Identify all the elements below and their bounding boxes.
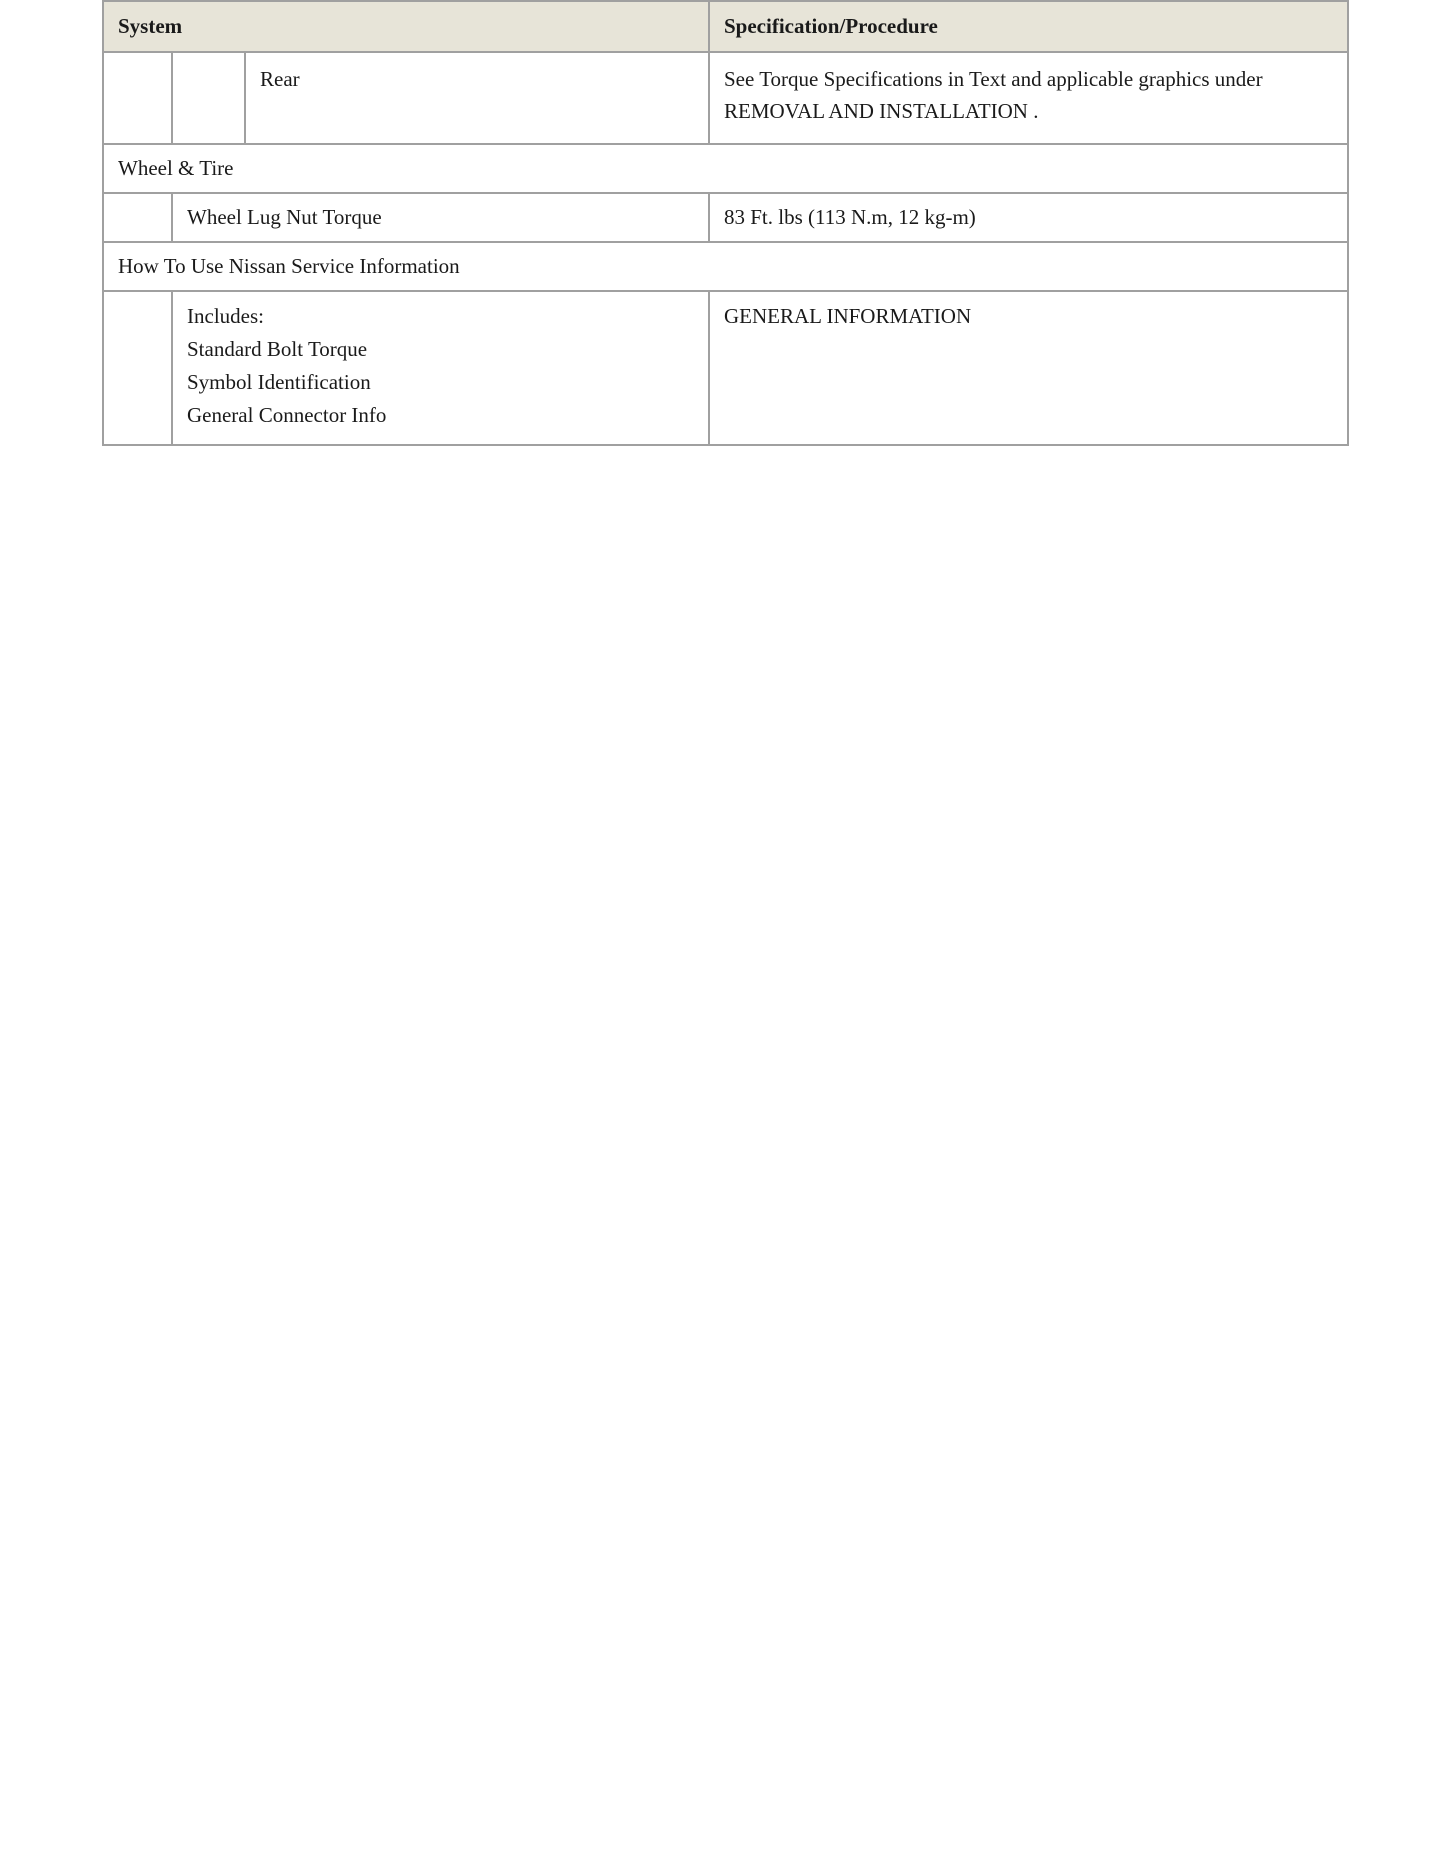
- indent-cell: [103, 193, 172, 242]
- lug-nut-spec: 83 Ft. lbs (113 N.m, 12 kg-m): [709, 193, 1348, 242]
- includes-item: Symbol Identification: [187, 370, 371, 394]
- header-specification: Specification/Procedure: [709, 1, 1348, 52]
- specification-table: [102, 0, 1349, 446]
- indent-cell: [172, 52, 245, 144]
- rear-spec: [709, 52, 1348, 144]
- table-row: [103, 193, 1348, 242]
- section-row: [103, 242, 1348, 291]
- indent-cell: [103, 52, 172, 144]
- section-wheel-tire: Wheel & Tire: [103, 144, 1348, 193]
- table-row: [103, 52, 1348, 144]
- includes-item: Standard Bolt Torque: [187, 337, 368, 361]
- header-system: System: [103, 1, 709, 52]
- includes-spec: GENERAL INFORMATION: [709, 291, 1348, 445]
- rear-spec-line: See Torque Specifications in Text and applicable graphics under: [724, 67, 1263, 91]
- section-row: [103, 144, 1348, 193]
- includes-item: General Connector Info: [187, 403, 387, 427]
- rear-spec-line: REMOVAL AND INSTALLATION .: [724, 99, 1039, 123]
- includes-item: Includes:: [187, 304, 264, 328]
- table-row: [103, 291, 1348, 445]
- section-nissan-service-info: How To Use Nissan Service Information: [103, 242, 1348, 291]
- includes-list: [172, 291, 709, 445]
- rear-label: Rear: [245, 52, 709, 144]
- lug-nut-label: Wheel Lug Nut Torque: [172, 193, 709, 242]
- table-header-row: [103, 1, 1348, 52]
- indent-cell: [103, 291, 172, 445]
